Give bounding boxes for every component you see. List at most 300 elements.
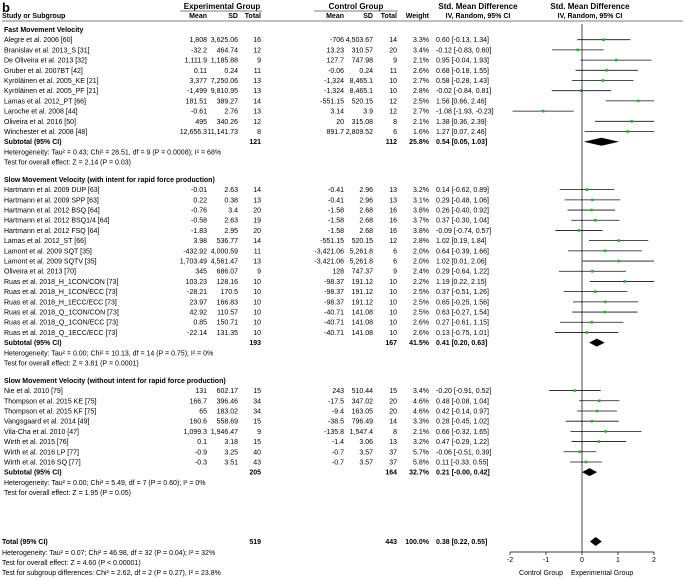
ci-value: 0.28 [-0.45, 1.02] [436, 418, 489, 426]
exp-total: 15 [253, 418, 261, 426]
subgroup-differences: Test for subgroup differences: Chi² = 2.62, df = 2 (P = 0.27), I² = 23.8% [2, 570, 221, 577]
ci-value: 0.37 [-0.30, 1.04] [436, 217, 489, 225]
ctl-mean: -0.41 [328, 187, 344, 195]
exp-sd: 4,000.59 [210, 248, 238, 256]
ctl-total: 15 [389, 388, 397, 396]
exp-mean: 1,099.3 [183, 428, 207, 436]
ci-value: 0.63 [-0.27, 1.54] [436, 309, 489, 317]
point-estimate [602, 38, 605, 41]
ctl-total: 16 [389, 217, 397, 225]
study-name: Lamont et al. 2009 SQTV [35] [4, 258, 97, 266]
ci-value: -0.20 [-0.91, 0.52] [436, 388, 492, 396]
plot-layer [507, 24, 656, 564]
exp-total: 16 [253, 37, 261, 45]
exp-sd: 3.4 [228, 207, 238, 215]
ctl-total: 13 [389, 439, 397, 447]
ctl-sd: 310.57 [351, 47, 373, 55]
ci-value: -0.02 [-0.84, 0.81] [436, 88, 492, 96]
ctl-sd: 2.68 [359, 207, 373, 215]
exp-total: 15 [253, 388, 261, 396]
ctl-sd: 0.24 [359, 67, 373, 75]
study-column-header: Study or Subgroup [2, 13, 66, 20]
exp-total: 13 [253, 197, 261, 205]
exp-sd: 1,185.88 [210, 57, 238, 65]
point-estimate [591, 420, 594, 423]
exp-mean: -1,499 [187, 88, 207, 96]
study-name: Nie et al. 2010 [79] [4, 388, 63, 396]
footer-layer [2, 539, 633, 577]
study-name: Hartmann et al. 2009 SPP [63] [4, 197, 99, 205]
study-name: Hartmann et al. 2009 DUP [63] [4, 187, 100, 195]
point-estimate [637, 100, 640, 103]
total-ctl-n: 443 [385, 539, 397, 546]
ctl-mean: -1,324 [324, 78, 344, 85]
exp-sd: 128.16 [216, 278, 238, 286]
ctl-sd: 510.44 [351, 388, 373, 396]
ctl-total: 14 [389, 418, 397, 426]
exp-mean: 3.98 [193, 238, 207, 246]
ctl-mean: -98.37 [324, 278, 344, 286]
ctl-mean: -98.37 [324, 299, 344, 307]
ctl-total: 9 [393, 57, 397, 65]
total-diamond [590, 537, 602, 546]
ctl-mean: -40.71 [324, 319, 344, 327]
weight-value: 5.8% [413, 459, 429, 467]
exp-sd: 0.38 [224, 197, 238, 205]
ctl-sd: 191.12 [351, 289, 373, 297]
exp-mean: -28.21 [187, 289, 207, 297]
subtotal-diamond [582, 468, 597, 476]
subgroup-heterogeneity: Heterogeneity: Tau² = 0.00; Chi² = 10.13, df = 14 (P = 0.75); I² = 0% [4, 350, 214, 358]
point-estimate [615, 59, 618, 62]
subtotal-diamond [584, 138, 619, 146]
ctl-sd: 747.37 [351, 268, 373, 276]
static-layer [2, 0, 683, 21]
exp-total: 11 [253, 248, 261, 256]
ctl-mean: -1.4 [331, 439, 344, 447]
ctl-mean: 127.7 [326, 57, 344, 65]
ctl-mean: 3.14 [330, 108, 344, 116]
exp-total: 9 [257, 268, 261, 276]
x-tick-label: 1 [616, 557, 620, 564]
ctl-mean: -1.58 [328, 217, 344, 225]
ci-value: 0.37 [-0.51, 1.26] [436, 289, 489, 297]
weight-value: 3.8% [413, 227, 429, 235]
ctl-total: 10 [389, 319, 397, 327]
weight-value: 3.2% [413, 439, 429, 447]
point-estimate [596, 410, 599, 413]
ci-value: 1.27 [0.07, 2.46] [436, 129, 487, 136]
exp-sd: 389.27 [216, 98, 238, 106]
point-estimate [590, 321, 593, 324]
study-name: Thompson et al. 2015 KF [75] [4, 408, 97, 416]
exp-sd: 558.69 [216, 418, 238, 426]
x-tick-label: -1 [542, 557, 550, 564]
ctl-mean: -135.8 [324, 428, 344, 436]
subtotal-diamond [589, 339, 604, 347]
exp-sd: 340.26 [216, 118, 238, 126]
subgroup-heading: Slow Movement Velocity (without intent for rapid force production) [4, 377, 226, 385]
exp-mean: -0.58 [191, 217, 207, 225]
ctl-total: 12 [389, 238, 397, 246]
study-name: Vila-Cha et al. 2010 [47] [4, 428, 79, 436]
weight-value: 2.0% [413, 248, 429, 256]
study-name: Thompson et al. 2015 KE [75] [4, 398, 97, 406]
ctl-total: 20 [389, 408, 397, 416]
weight-value: 2.8% [413, 88, 429, 96]
exp-sd: 396.46 [216, 398, 238, 406]
ctl-sd: 191.12 [351, 299, 373, 307]
exp-sd: 4,561.47 [210, 258, 238, 266]
subtotal-ctl-n: 167 [385, 340, 397, 348]
ctl-total: 8 [393, 118, 397, 126]
ctl-sd: 141.08 [351, 329, 373, 337]
study-name: Hartmann et al. 2012 BSQ1/4 [64] [4, 217, 110, 225]
weight-value: 3.7% [413, 217, 429, 225]
exp-sd: 7,250.06 [210, 78, 238, 85]
ctl-sd: 2.96 [359, 187, 373, 195]
study-name: Laroche et al. 2008 [44] [4, 108, 78, 116]
subgroup-overall-effect: Test for overall effect: Z = 3.81 (P = 0.0001) [4, 360, 139, 368]
total-label: Total (95% CI) [2, 539, 48, 546]
subgroup-heading: Fast Movement Velocity [4, 27, 84, 34]
ci-value: 0.27 [-0.61, 1.15] [436, 319, 489, 327]
exp-total: 11 [253, 67, 261, 75]
subtotal-ci: 0.54 [0.05, 1.03] [436, 139, 488, 147]
weight-value: 2.6% [413, 319, 429, 327]
exp-sd: 1,946.47 [210, 428, 238, 436]
ci-value: 0.68 [-0.18, 1.55] [436, 67, 489, 75]
exp-sd: 9,810.95 [210, 88, 238, 96]
weight-value: 3.3% [413, 37, 429, 45]
exp-total: 12 [253, 118, 261, 126]
subtotal-weight: 25.8% [409, 139, 429, 147]
ctl-mean: -0.7 [331, 449, 344, 457]
exp-total: 20 [253, 207, 261, 215]
point-estimate [591, 199, 594, 202]
exp-sd: 170.5 [220, 289, 238, 297]
ctl-sd: 520.15 [351, 238, 373, 246]
ci-value: -0.09 [-0.74, 0.57] [436, 227, 492, 235]
ci-value: 0.11 [-0.33, 0.55] [436, 459, 489, 467]
ctl-mean: -9.4 [331, 408, 344, 416]
ctl-total: 13 [389, 187, 397, 195]
point-estimate [598, 399, 601, 402]
exp-total: 9 [257, 57, 261, 65]
point-estimate [585, 331, 588, 334]
exp-mean: -432.92 [183, 248, 207, 256]
weight-value: 3.2% [413, 187, 429, 195]
exp-mean: 495 [195, 118, 207, 126]
ctl-sd: 141.08 [351, 319, 373, 327]
ctl-total: 8 [393, 428, 397, 436]
x-tick-label: 2 [652, 557, 656, 564]
smd-plot-header: Std. Mean Difference [550, 2, 630, 11]
study-name: Branislav et al. 2013_S [31] [4, 47, 90, 55]
ctl-mean: 20 [336, 118, 344, 126]
ctl-total: 9 [393, 268, 397, 276]
weight-value: 4.6% [413, 408, 429, 416]
ctl-sd: 3.57 [359, 459, 373, 467]
ctl-total: 10 [389, 309, 397, 317]
ctl-sd: 747.98 [351, 57, 373, 65]
exp-sd: 536.77 [216, 238, 238, 246]
point-estimate [542, 110, 545, 113]
exp-mean: 12,656.3 [179, 129, 207, 136]
point-estimate [585, 461, 588, 464]
exp-sd: 3.51 [224, 459, 238, 467]
point-estimate [577, 229, 580, 232]
weight-value: 3.1% [413, 197, 429, 205]
exp-total: 13 [253, 88, 261, 96]
study-name: Winchester et al. 2008 [48] [4, 129, 88, 136]
exp-total: 10 [253, 278, 261, 286]
weight-value: 2.6% [413, 67, 429, 75]
study-name: Wirth et al. 2016 LP [77] [4, 449, 79, 457]
experimental-group-header: Experimental Group [183, 2, 261, 11]
ci-value: 0.47 [-0.29, 1.22] [436, 439, 489, 447]
ctl-total: 6 [393, 258, 397, 266]
rows-layer [4, 27, 494, 497]
ctl-mean: 891.7 [326, 129, 344, 136]
ctl-total: 14 [389, 37, 397, 45]
exp-sd: 2.76 [224, 108, 238, 116]
ctl-mean: -0.7 [331, 459, 344, 467]
study-name: Ruas et al. 2018_Q_1CON/CON [73] [4, 309, 119, 317]
favours-experimental-label: Experimental Group [571, 570, 634, 577]
ctl-sd: 191.12 [351, 278, 373, 286]
exp-mean: 3,377 [189, 78, 207, 85]
exp-sd: 2.95 [224, 227, 238, 235]
ctl-mean: -551.15 [320, 98, 344, 106]
point-estimate [576, 49, 579, 52]
ctl-sd: 4,503.67 [345, 37, 373, 45]
subtotal-weight: 32.7% [409, 469, 429, 477]
ci-value: 1.38 [0.36, 2.39] [436, 118, 487, 126]
ctl-total: 10 [389, 88, 397, 96]
exp-mean-header: Mean [189, 13, 207, 20]
ctl-sd: 796.49 [351, 418, 373, 426]
ctl-mean: -40.71 [324, 309, 344, 317]
ctl-total: 10 [389, 278, 397, 286]
ctl-total: 10 [389, 299, 397, 307]
weight-value: 2.5% [413, 299, 429, 307]
ctl-mean-header: Mean [326, 13, 344, 20]
study-name: Ruas et al. 2018_H_1ECC/ECC [73] [4, 299, 117, 307]
exp-mean: 0.1 [197, 439, 207, 447]
favours-control-label: Control Group [519, 570, 563, 577]
exp-sd: 11,141.73 [207, 129, 238, 136]
subgroup-heterogeneity: Heterogeneity: Tau² = 0.00; Chi² = 5.49, df = 7 (P = 0.60); I² = 0% [4, 479, 206, 487]
method-header: IV, Random, 95% CI [445, 13, 511, 20]
point-estimate [586, 188, 589, 191]
ctl-sd: 520.15 [351, 98, 373, 106]
exp-total: 13 [253, 108, 261, 116]
exp-sd: 110.57 [217, 309, 238, 317]
ci-value: 1.02 [0.01, 2.06] [436, 258, 487, 266]
ctl-sd: 5,261.8 [349, 248, 373, 256]
ci-value: 0.48 [-0.08, 1.04] [436, 398, 489, 406]
exp-mean: -0.61 [191, 108, 207, 116]
exp-mean: 0.85 [193, 319, 207, 327]
exp-mean: 181.51 [185, 98, 207, 106]
exp-total: 20 [253, 227, 261, 235]
ctl-mean: -0.06 [328, 67, 344, 75]
subtotal-label: Subtotal (95% CI) [4, 340, 62, 348]
exp-sd: 2.63 [224, 187, 238, 195]
ctl-total: 10 [389, 78, 397, 85]
subgroup-heading: Slow Movement Velocity (with intent for rapid force production) [4, 176, 215, 184]
point-estimate [594, 219, 597, 222]
point-estimate [617, 260, 620, 263]
study-name: Wirth et al. 2016 SQ [77] [4, 459, 81, 467]
ctl-mean: -1.58 [328, 227, 344, 235]
exp-sd: 150.71 [216, 319, 238, 327]
ci-value: 0.64 [-0.39, 1.66] [436, 248, 489, 256]
point-estimate [603, 311, 606, 314]
ctl-mean: -551.15 [320, 238, 344, 246]
exp-sd: 602.17 [216, 388, 238, 396]
point-estimate [598, 440, 601, 443]
ci-value: -1.08 [-1.93, -0.23] [436, 108, 494, 116]
subtotal-ci: 0.21 [-0.00, 0.42] [436, 469, 490, 477]
ci-value: -0.12 [-0.83, 0.60] [436, 47, 492, 55]
point-estimate [604, 301, 607, 304]
smd-column-header: Std. Mean Difference [438, 2, 518, 11]
ci-value: 0.60 [-0.13, 1.34] [436, 37, 489, 45]
point-estimate [574, 389, 577, 392]
study-name: Oliveira et al. 2013 [70] [4, 268, 76, 276]
exp-total: 10 [253, 299, 261, 307]
exp-mean: 166.7 [189, 398, 207, 406]
subgroup-heterogeneity: Heterogeneity: Tau² = 0.43; Chi² = 28.51, df = 9 (P = 0.0008); I² = 68% [4, 149, 222, 157]
ctl-sd: 8,465.1 [349, 78, 373, 85]
point-estimate [590, 209, 593, 212]
point-estimate [624, 280, 627, 283]
point-estimate [605, 69, 608, 72]
exp-total: 10 [253, 329, 261, 337]
total-ci: 0.38 [0.22, 0.55] [436, 539, 488, 546]
weight-value: 3.8% [413, 207, 429, 215]
weight-value: 2.7% [413, 78, 429, 85]
ctl-sd: 8,465.1 [349, 88, 373, 96]
point-estimate [602, 79, 605, 82]
ctl-total: 11 [389, 67, 397, 75]
exp-total: 14 [253, 98, 261, 106]
subtotal-ctl-n: 164 [385, 469, 397, 477]
exp-total: 10 [253, 319, 261, 327]
study-name: Ruas et al. 2018_H_1CON/CON [73] [4, 278, 119, 286]
ctl-mean: -98.37 [324, 289, 344, 297]
ctl-total: 10 [389, 329, 397, 337]
ctl-total: 37 [389, 459, 397, 467]
exp-total: 14 [253, 187, 261, 195]
weight-value: 3.3% [413, 418, 429, 426]
point-estimate [591, 270, 594, 273]
ctl-mean: 243 [332, 388, 344, 396]
subtotal-exp-n: 121 [249, 139, 261, 147]
study-name: Lamas et al. 2012_PT [66] [4, 98, 86, 106]
point-estimate [579, 450, 582, 453]
ctl-sd: 347.02 [351, 398, 373, 406]
exp-mean: 65 [199, 408, 207, 416]
point-estimate [594, 290, 597, 293]
exp-total: 10 [253, 309, 261, 317]
study-name: Ruas et al. 2018_Q_1ECC/ECC [73] [4, 329, 118, 337]
ci-value: 0.29 [-0.48, 1.06] [436, 197, 489, 205]
ctl-sd: 315.08 [351, 118, 373, 126]
exp-mean: 1,111.9 [184, 57, 207, 65]
ctl-mean: -1,324 [324, 88, 344, 96]
ctl-total: 16 [389, 207, 397, 215]
ci-value: 1.02 [0.19, 1.84] [436, 238, 487, 246]
exp-mean: 1,808 [189, 37, 207, 45]
ctl-sd: 3.9 [363, 108, 373, 116]
x-tick-label: -2 [506, 557, 514, 564]
subtotal-exp-n: 193 [249, 340, 261, 348]
ctl-sd: 141.08 [351, 309, 373, 317]
weight-value: 4.6% [413, 398, 429, 406]
exp-total: 34 [253, 408, 261, 416]
exp-total: 8 [257, 129, 261, 136]
total-heterogeneity: Heterogeneity: Tau² = 0.07; Chi² = 46.98, df = 32 (P = 0.04); I² = 32% [2, 550, 216, 557]
weight-value: 2.8% [413, 238, 429, 246]
exp-sd: 464.74 [216, 47, 238, 55]
exp-sd-header: SD [228, 13, 238, 20]
ci-value: 0.14 [-0.62, 0.89] [436, 187, 489, 195]
exp-sd: 183.02 [216, 408, 238, 416]
weight-value: 2.5% [413, 289, 429, 297]
total-overall-effect: Test for overall effect: Z = 4.60 (P < 0.00001) [2, 560, 141, 567]
exp-total: 34 [253, 398, 261, 406]
exp-mean: 160.6 [189, 418, 207, 426]
study-name: Oliveira et al. 2016 [50] [4, 118, 76, 126]
weight-value: 1.6% [413, 129, 429, 136]
ctl-mean: -3,421.06 [314, 248, 344, 256]
ctl-mean: -38.5 [328, 418, 344, 426]
weight-value: 2.7% [413, 108, 429, 116]
study-name: Wirth et al. 2015 [76] [4, 439, 69, 447]
ctl-sd: 163.05 [351, 408, 373, 416]
ctl-mean: -1.58 [328, 207, 344, 215]
exp-total: 40 [253, 449, 261, 457]
ctl-sd: 1,547.4 [349, 428, 373, 436]
ctl-mean: -17.5 [328, 398, 344, 406]
weight-value: 2.1% [413, 118, 429, 126]
ctl-sd: 2.68 [359, 217, 373, 225]
subgroup-overall-effect: Test for overall effect: Z = 2.14 (P = 0.03) [4, 159, 131, 167]
study-name: Ruas et al. 2018_H_1CON/ECC [73] [4, 289, 118, 297]
exp-mean: -1.83 [191, 227, 207, 235]
subtotal-ctl-n: 112 [385, 139, 397, 147]
weight-value: 2.6% [413, 329, 429, 337]
study-name: Lamas et al. 2012_ST [66] [4, 238, 86, 246]
subtotal-weight: 41.5% [409, 340, 429, 348]
weight-value: 3.4% [413, 388, 429, 396]
ctl-total: 20 [389, 47, 397, 55]
ctl-sd: 2.68 [359, 227, 373, 235]
exp-sd: 3,625.06 [210, 37, 238, 45]
panel-label: b [2, 0, 10, 15]
weight-value: 2.0% [413, 258, 429, 266]
point-estimate [617, 239, 620, 242]
ci-value: 0.95 [-0.04, 1.93] [436, 57, 489, 65]
ci-value: 0.58 [-0.28, 1.43] [436, 78, 489, 85]
ctl-total: 6 [393, 248, 397, 256]
exp-mean: 1,703.49 [179, 258, 207, 266]
ctl-sd: 2,809.52 [345, 129, 373, 136]
ctl-mean: 13.23 [326, 47, 344, 55]
